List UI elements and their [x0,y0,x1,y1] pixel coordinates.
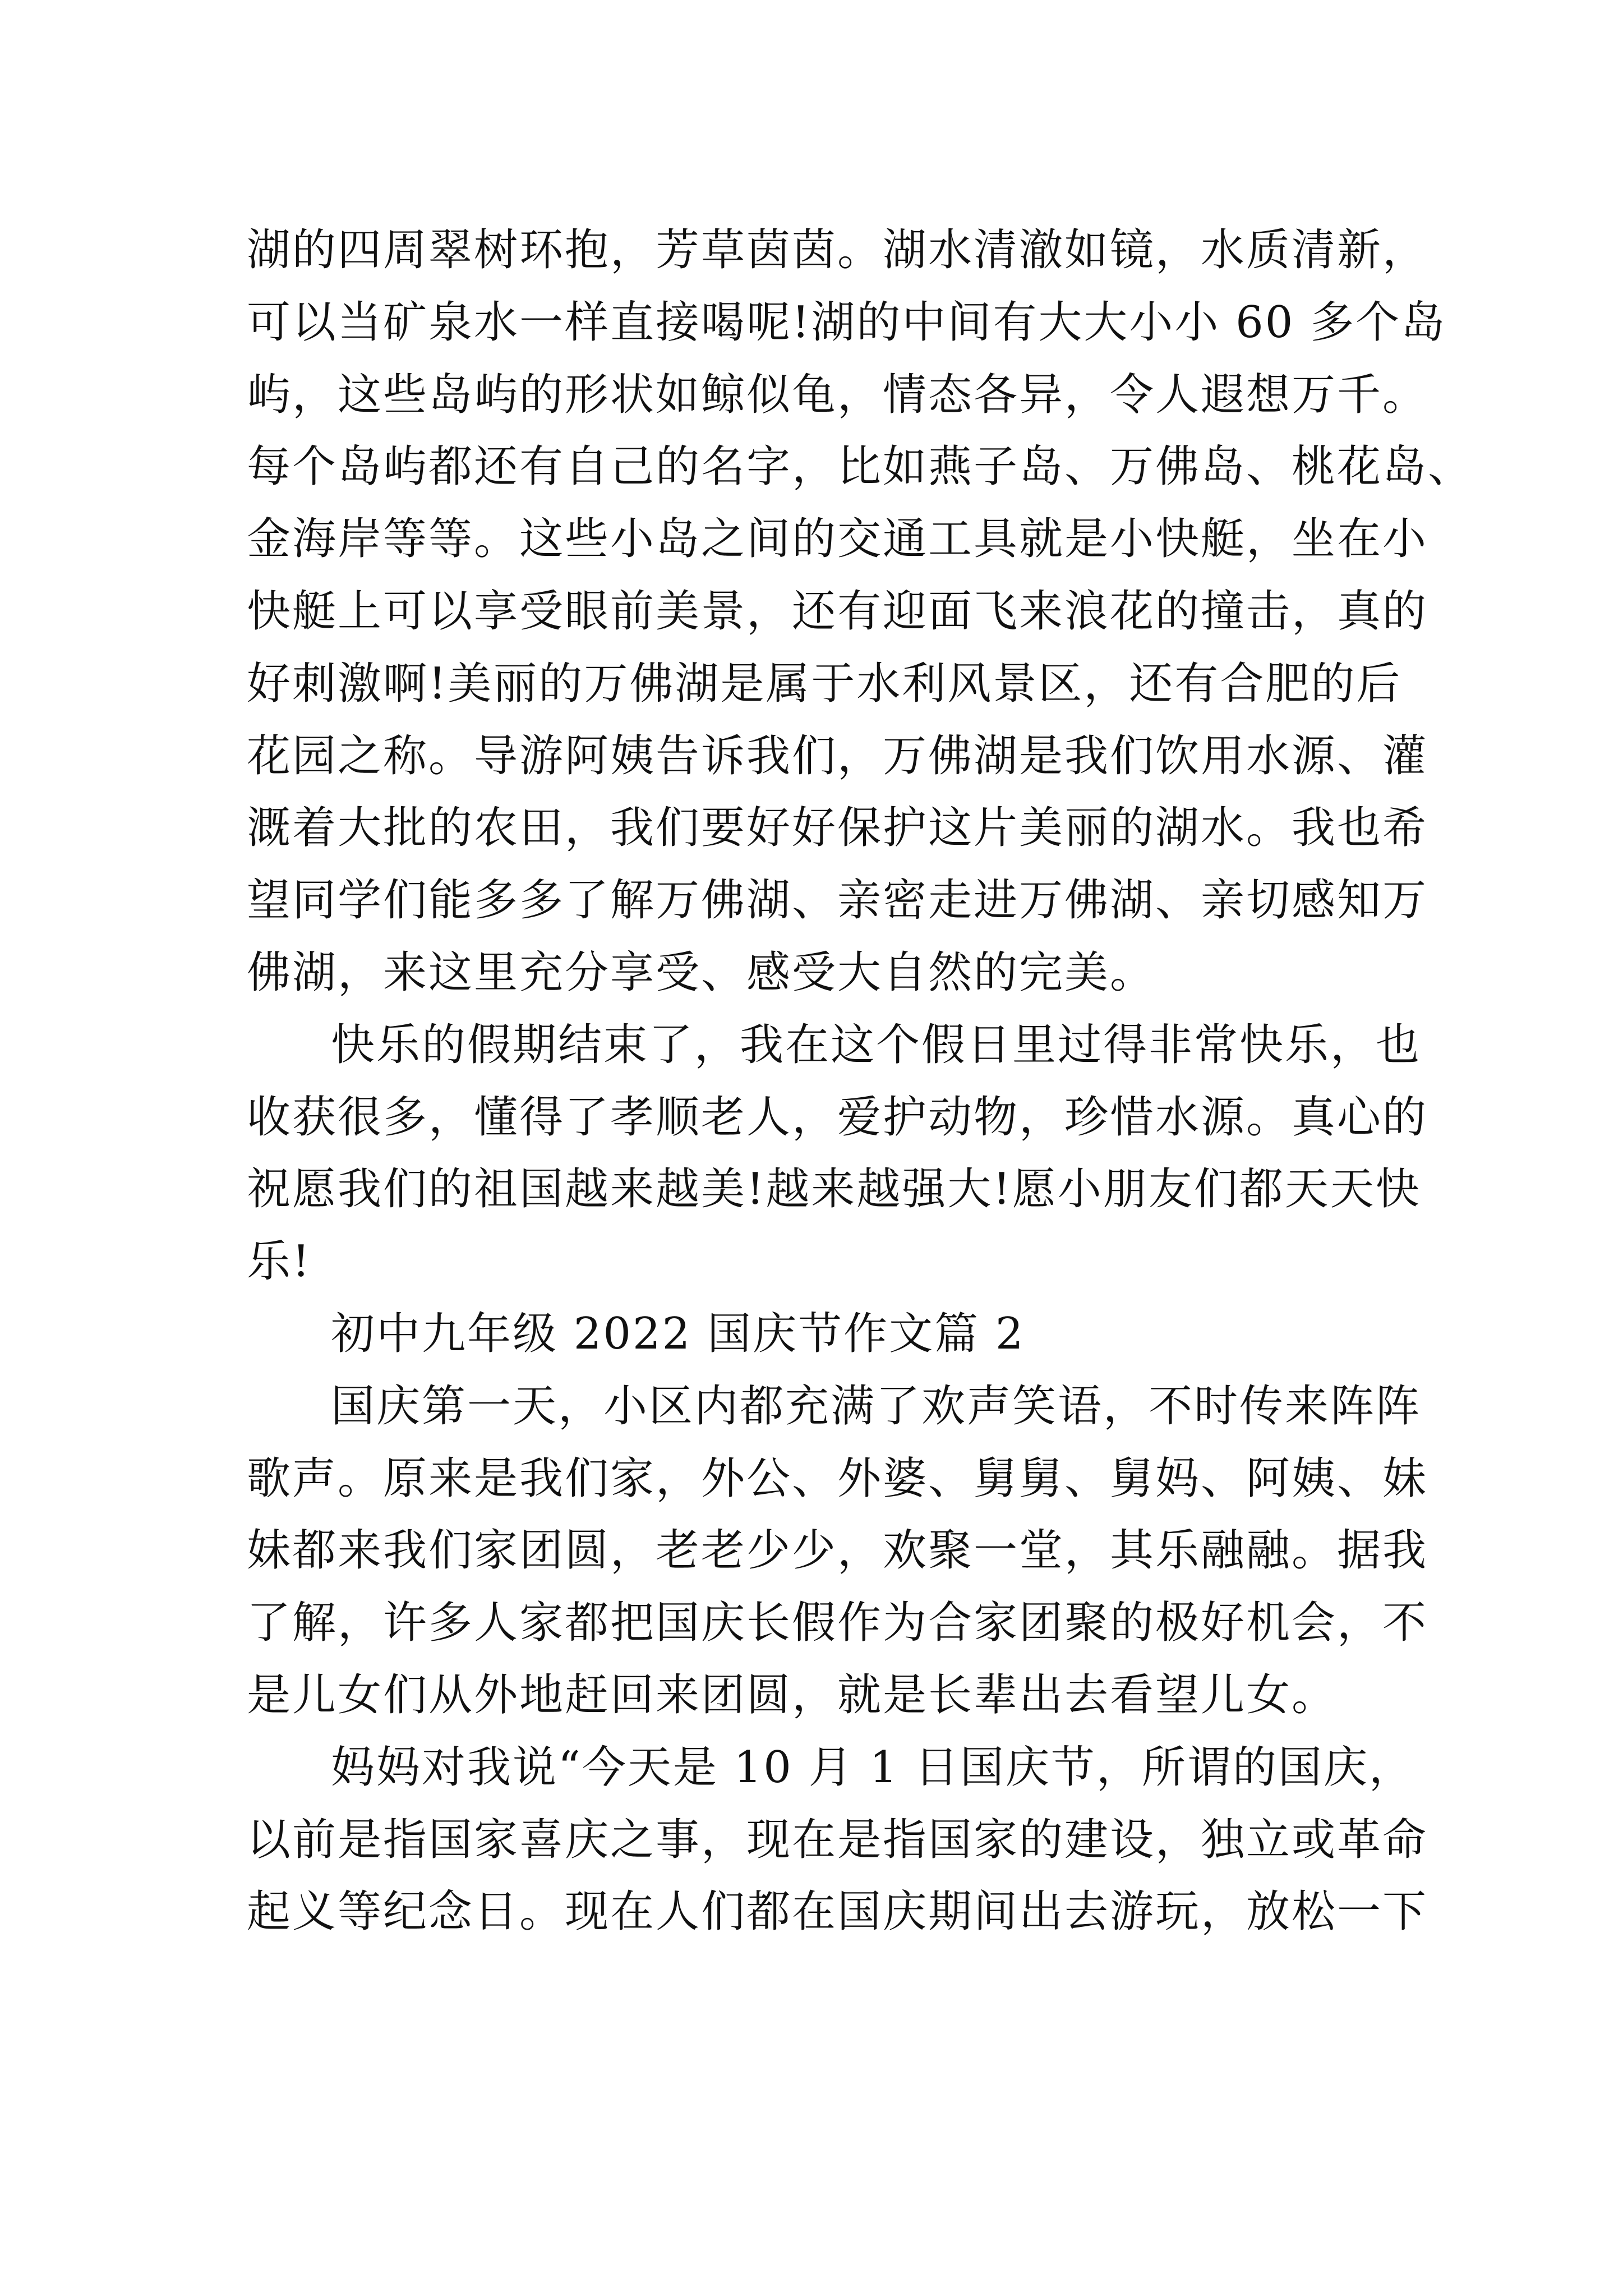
document-body [247,214,1474,1948]
text-line: 快艇上可以享受眼前美景，还有迎面飞来浪花的撞击，真的 [247,586,1428,637]
text-line: 花园之称。导游阿姨告诉我们，万佛湖是我们饮用水源、灌 [247,730,1428,781]
text-line: 起义等纪念日。现在人们都在国庆期间出去游玩，放松一下 [247,1887,1428,1938]
text-line: 收获很多，懂得了孝顺老人，爱护动物，珍惜水源。真心的 [247,1092,1428,1143]
text-line: 好刺激啊!美丽的万佛湖是属于水利风景区，还有合肥的后 [247,658,1402,709]
text-line: 是儿女们从外地赶回来团圆，就是长辈出去看望儿女。 [247,1669,1338,1720]
text-line: 每个岛屿都还有自己的名字，比如燕子岛、万佛岛、桃花岛、 [247,441,1474,493]
text-line: 湖的四周翠树环抱，芳草茵茵。湖水清澈如镜，水质清新， [247,225,1428,275]
text-line: 歌声。原来是我们家，外公、外婆、舅舅、舅妈、阿姨、妹 [247,1453,1428,1504]
text-line: 乐! [247,1236,312,1287]
text-line: 可以当矿泉水一样直接喝呢!湖的中间有大大小小 60 多个岛 [247,297,1447,348]
text-line: 望同学们能多多了解万佛湖、亲密走进万佛湖、亲切感知万 [247,875,1428,926]
paragraph-start-line: 国庆第一天，小区内都充满了欢声笑语，不时传来阵阵 [331,1381,1422,1432]
text-line: 了解，许多人家都把国庆长假作为合家团聚的极好机会，不 [247,1598,1428,1649]
text-line: 溉着大批的农田，我们要好好保护这片美丽的湖水。我也希 [247,803,1428,854]
text-line: 祝愿我们的祖国越来越美!越来越强大!愿小朋友们都天天快 [247,1164,1421,1215]
text-line: 佛湖，来这里充分享受、感受大自然的完美。 [247,947,1156,998]
text-line: 屿，这些岛屿的形状如鲸似龟，情态各异，令人遐想万千。 [247,369,1428,420]
text-line: 以前是指国家喜庆之事，现在是指国家的建设，独立或革命 [247,1814,1428,1865]
text-line: 金海岸等等。这些小岛之间的交通工具就是小快艇，坐在小 [247,514,1428,565]
paragraph-start-line: 妈妈对我说“今天是 10 月 1 日国庆节，所谓的国庆， [331,1742,1414,1793]
paragraph-start-line: 快乐的假期结束了，我在这个假日里过得非常快乐，也 [331,1019,1422,1070]
text-line: 妹都来我们家团圆，老老少少，欢聚一堂，其乐融融。据我 [247,1525,1428,1576]
section-heading: 初中九年级 2022 国庆节作文篇 2 [331,1308,1025,1359]
